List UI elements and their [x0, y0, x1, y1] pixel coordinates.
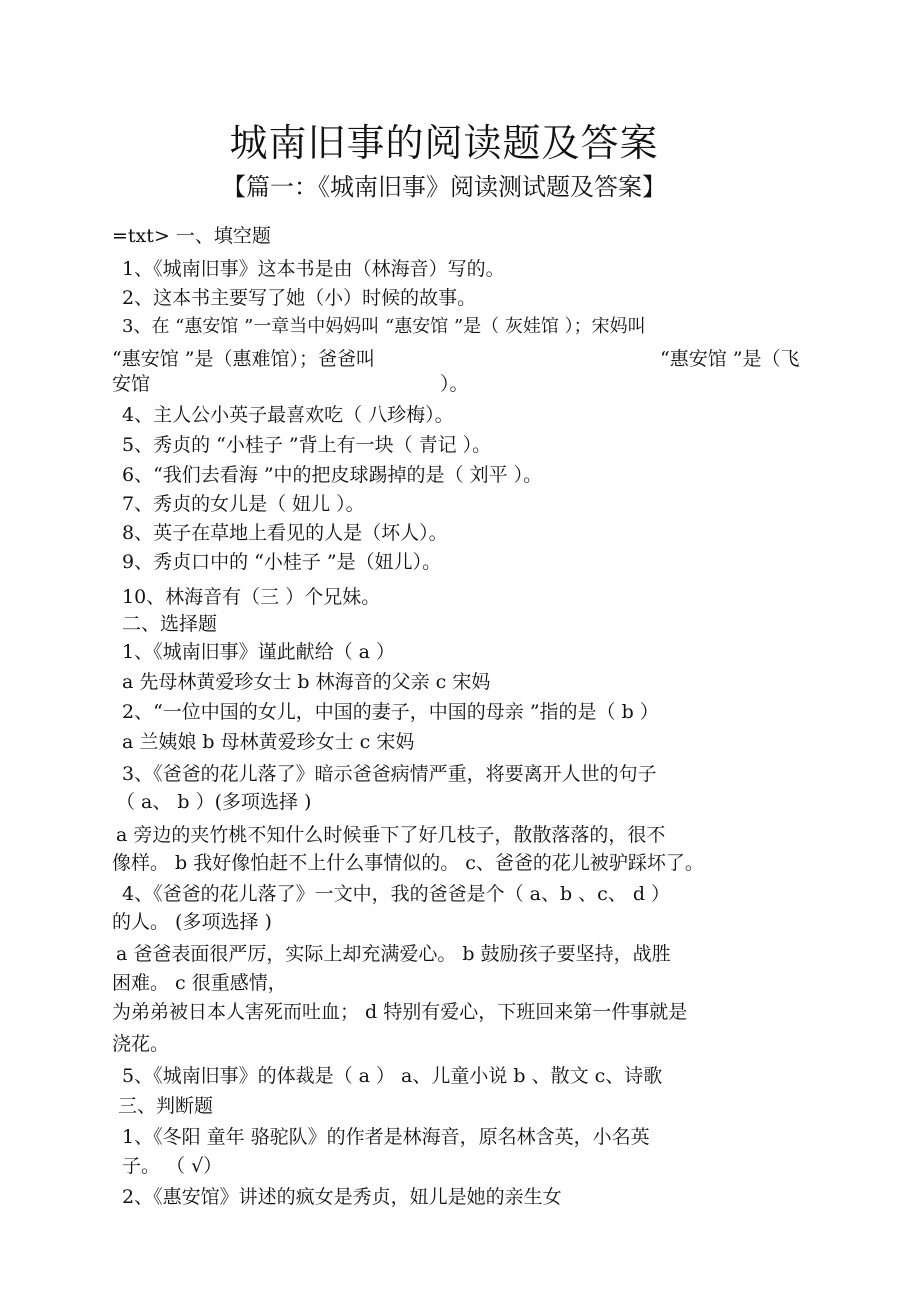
option-line: 浇花。: [112, 1033, 170, 1055]
section-heading-judge: 三、判断题: [118, 1095, 214, 1117]
question-line: 的人。 (多项选择 ): [112, 911, 272, 933]
question-line: 5、秀贞的 “小桂子 ”背上有一块（ 青记 ）。: [122, 434, 492, 456]
question-line: 安馆: [112, 373, 151, 395]
question-line: 4、《爸爸的花儿落了》一文中，我的爸爸是个（ a、b 、c、 d ）: [122, 883, 671, 905]
option-line: a 先母林黄爱珍女士 b 林海音的父亲 c 宋妈: [122, 671, 491, 693]
question-line: 1、《冬阳 童年 骆驼队》的作者是林海音，原名林含英，小名英: [122, 1126, 650, 1148]
question-line: “惠安馆 ”是（惠难馆）；爸爸叫: [112, 348, 375, 370]
document-subtitle: 【篇一：《城南旧事》阅读测试题及答案】: [222, 173, 666, 201]
question-line: 4、主人公小英子最喜欢吃（ 八珍梅）。: [122, 404, 454, 426]
question-line: 5、《城南旧事》的体裁是（ a ） a、儿童小说 b 、散文 c、诗歌: [122, 1065, 663, 1087]
question-line: 6、“我们去看海 ”中的把皮球踢掉的是（ 刘平 ）。: [122, 464, 543, 486]
option-line: a 爸爸表面很严厉，实际上却充满爱心。 b 鼓励孩子要坚持，战胜: [116, 943, 671, 965]
question-line: 3、在 “惠安馆 ”一章当中妈妈叫 “惠安馆 ”是（ 灰娃馆 ）；宋妈叫: [122, 316, 646, 337]
question-line: 3、《爸爸的花儿落了》暗示爸爸病情严重，将要离开人世的句子: [122, 763, 657, 785]
question-line: 7、秀贞的女儿是（ 妞儿 ）。: [122, 493, 365, 515]
question-line: ）。: [440, 373, 469, 395]
question-line: （ a、 b ）(多项选择 ): [116, 791, 312, 813]
question-line: 子。 （ √）: [122, 1155, 223, 1177]
question-line: 9、秀贞口中的 “小桂子 ”是（妞儿）。: [122, 551, 442, 573]
question-line: 2、“一位中国的女儿，中国的妻子，中国的母亲 ”指的是（ b ）: [122, 701, 659, 723]
section-heading-fill-in: =txt> 一、填空题: [112, 225, 271, 247]
question-line: “惠安馆 ”是（飞: [660, 348, 800, 370]
question-line: 10、林海音有（三 ）个兄妹。: [122, 586, 381, 608]
option-line: a 旁边的夹竹桃不知什么时候垂下了好几枝子，散散落落的，很不: [116, 824, 666, 846]
question-line: 1、《城南旧事》这本书是由（林海音）写的。: [122, 258, 505, 280]
question-line: 1、《城南旧事》谨此献给（ a ）: [122, 641, 395, 663]
document-title: 城南旧事的阅读题及答案: [229, 121, 659, 165]
option-line: a 兰姨娘 b 母林黄爱珍女士 c 宋妈: [122, 731, 415, 753]
option-line: 为弟弟被日本人害死而吐血； d 特别有爱心，下班回来第一件事就是: [112, 1001, 688, 1023]
question-line: 2、这本书主要写了她（小）时候的故事。: [122, 287, 477, 309]
option-line: 困难。 c 很重感情，: [112, 972, 287, 994]
option-line: 像样。 b 我好像怕赶不上什么事情似的。 c、爸爸的花儿被驴踩坏了。: [112, 852, 704, 874]
question-line: 2、《惠安馆》讲述的疯女是秀贞，妞儿是她的亲生女: [122, 1186, 562, 1208]
question-line: 8、英子在草地上看见的人是（坏人）。: [122, 522, 448, 544]
section-heading-choice: 二、选择题: [122, 613, 218, 635]
